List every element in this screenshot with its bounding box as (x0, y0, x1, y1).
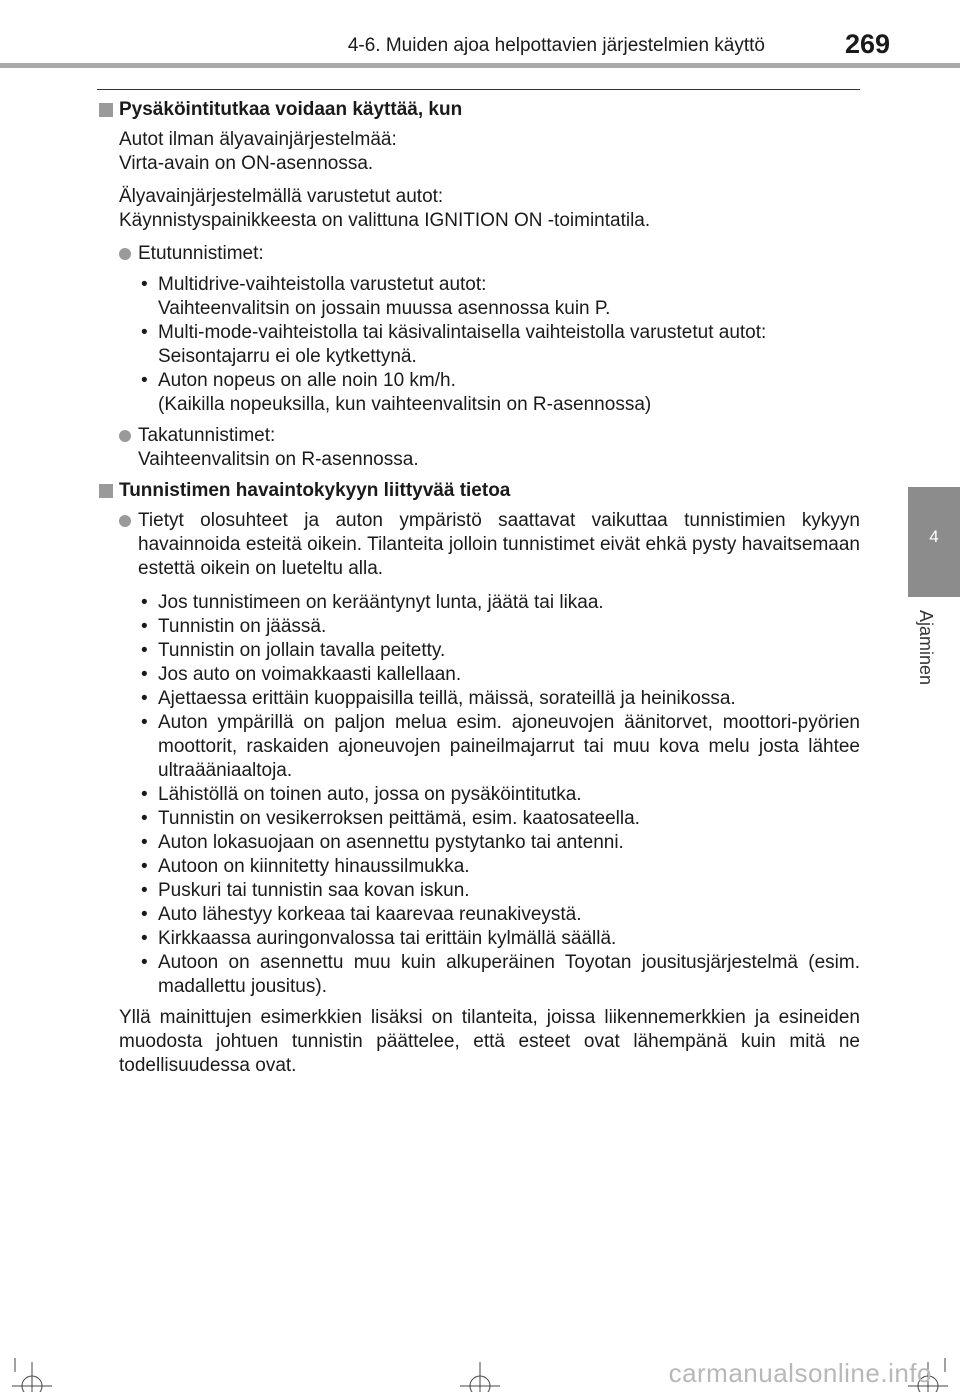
point-rear-sensors (97, 424, 860, 472)
list-item: • Lähistöllä on toinen auto, jossa on pysäköintitutka. (97, 783, 860, 807)
section-title-sensor-info (97, 479, 860, 503)
chapter-number: 4 (929, 527, 939, 546)
list-item: • Tunnistin on jäässä. (97, 615, 860, 639)
list-item-line: • Multi-mode-vaihteistolla tai käsivalintaisella vaihteistolla varustetut autot: (158, 322, 767, 343)
list-item-line: Seisontajarru ei ole kytkettynä. (158, 346, 417, 367)
closing-paragraph: Yllä mainittujen esimerkkien lisäksi on tilanteita, joissa liikennemerkkien ja esineiden muodosta johtuen tunnistin päättelee, että esteet ovat lähempänä kuin mitä ne todellisuudessa ovat. (119, 1007, 860, 1076)
list-item: • Tunnistin on vesikerroksen peittämä, esim. kaatosateella. (97, 807, 860, 831)
point-text: Tietyt olosuhteet ja auton ympäristö saattavat vaikuttaa tunnistimien kykyyn havainnoida esteitä oikein. Tilanteita jolloin tunnistimet eivät ehkä pysty havaitsemaan estettä oikein on lueteltu alla. (138, 510, 860, 579)
page-number: 269 (844, 29, 890, 59)
list-item: • Jos tunnistimeen on kerääntynyt lunta, jäätä tai likaa. (97, 591, 860, 615)
registration-mark-icon (12, 1358, 52, 1392)
round-bullet-icon (119, 515, 131, 527)
list-item: • Auton ympärillä on paljon melua esim. ajoneuvojen äänitorvet, moottori-pyörien moottorit, raskaiden ajoneuvojen paineilmajarrut tai muu kova melu josta lähtee ultraääniaaltoja. (97, 711, 860, 783)
front-sensor-conditions (97, 273, 860, 417)
square-bullet-icon (99, 103, 113, 117)
registration-mark-icon (460, 1358, 500, 1392)
list-item: • Jos auto on voimakkaasti kallellaan. (97, 663, 860, 687)
chapter-label: Ajaminen (916, 610, 936, 686)
point-heading: Takatunnistimet: (138, 425, 276, 446)
paragraph-smart-key (97, 185, 860, 233)
list-item: • Ajettaessa erittäin kuoppaisilla teillä, mäissä, sorateillä ja heinikossa. (97, 687, 860, 711)
list-item-line: • Multidrive-vaihteistolla varustetut autot: (158, 274, 487, 295)
paragraph-line: Virta-avain on ON-asennossa. (119, 153, 374, 174)
square-bullet-icon (99, 484, 113, 498)
page-content (97, 89, 860, 1078)
list-item (97, 369, 860, 417)
section-title-text: Pysäköintitutkaa voidaan käyttää, kun (119, 99, 463, 120)
sensor-limitation-list (97, 591, 860, 999)
list-item (97, 273, 860, 321)
point-heading: Etutunnistimet: (138, 243, 264, 264)
list-item: • Tunnistin on jollain tavalla peitetty. (97, 639, 860, 663)
page-header (0, 0, 960, 70)
paragraph-line: Autot ilman älyavainjärjestelmää: (119, 129, 397, 150)
list-item-line: Vaihteenvalitsin on jossain muussa asennossa kuin P. (158, 298, 611, 319)
section-title-text: Tunnistimen havaintokykyyn liittyvää tietoa (119, 480, 511, 501)
header-title: 4-6. Muiden ajoa helpottavien järjestelmien käyttö (347, 35, 765, 56)
point-text: Vaihteenvalitsin on R-asennossa. (138, 449, 419, 470)
list-item-line: (Kaikilla nopeuksilla, kun vaihteenvalitsin on R-asennossa) (158, 394, 652, 415)
list-item: • Auton lokasuojaan on asennettu pystytanko tai antenni. (97, 831, 860, 855)
round-bullet-icon (119, 430, 131, 442)
watermark: carmanualsonline.info (668, 1358, 932, 1388)
point-conditions-intro (97, 509, 860, 581)
paragraph-line: Käynnistyspainikkeesta on valittuna IGNITION ON -toimintatila. (119, 210, 651, 231)
list-item: • Auto lähestyy korkeaa tai kaarevaa reunakiveystä. (97, 903, 860, 927)
round-bullet-icon (119, 248, 131, 260)
content-rule (97, 89, 860, 90)
point-front-sensors (97, 242, 860, 266)
list-item: • Autoon on kiinnitetty hinaussilmukka. (97, 855, 860, 879)
section-title-radar-usage (97, 98, 860, 122)
list-item: • Puskuri tai tunnistin saa kovan iskun. (97, 879, 860, 903)
paragraph-line: Älyavainjärjestelmällä varustetut autot: (119, 186, 444, 207)
list-item: • Kirkkaassa auringonvalossa tai erittäin kylmällä säällä. (97, 927, 860, 951)
paragraph-no-smart-key (97, 128, 860, 176)
header-rule (0, 63, 960, 68)
list-item-line: • Auton nopeus on alle noin 10 km/h. (158, 370, 456, 391)
chapter-tab (908, 487, 960, 597)
list-item: • Autoon on asennettu muu kuin alkuperäinen Toyotan jousitusjärjestelmä (esim. madallettu jousitus). (97, 951, 860, 999)
list-item (97, 321, 860, 369)
